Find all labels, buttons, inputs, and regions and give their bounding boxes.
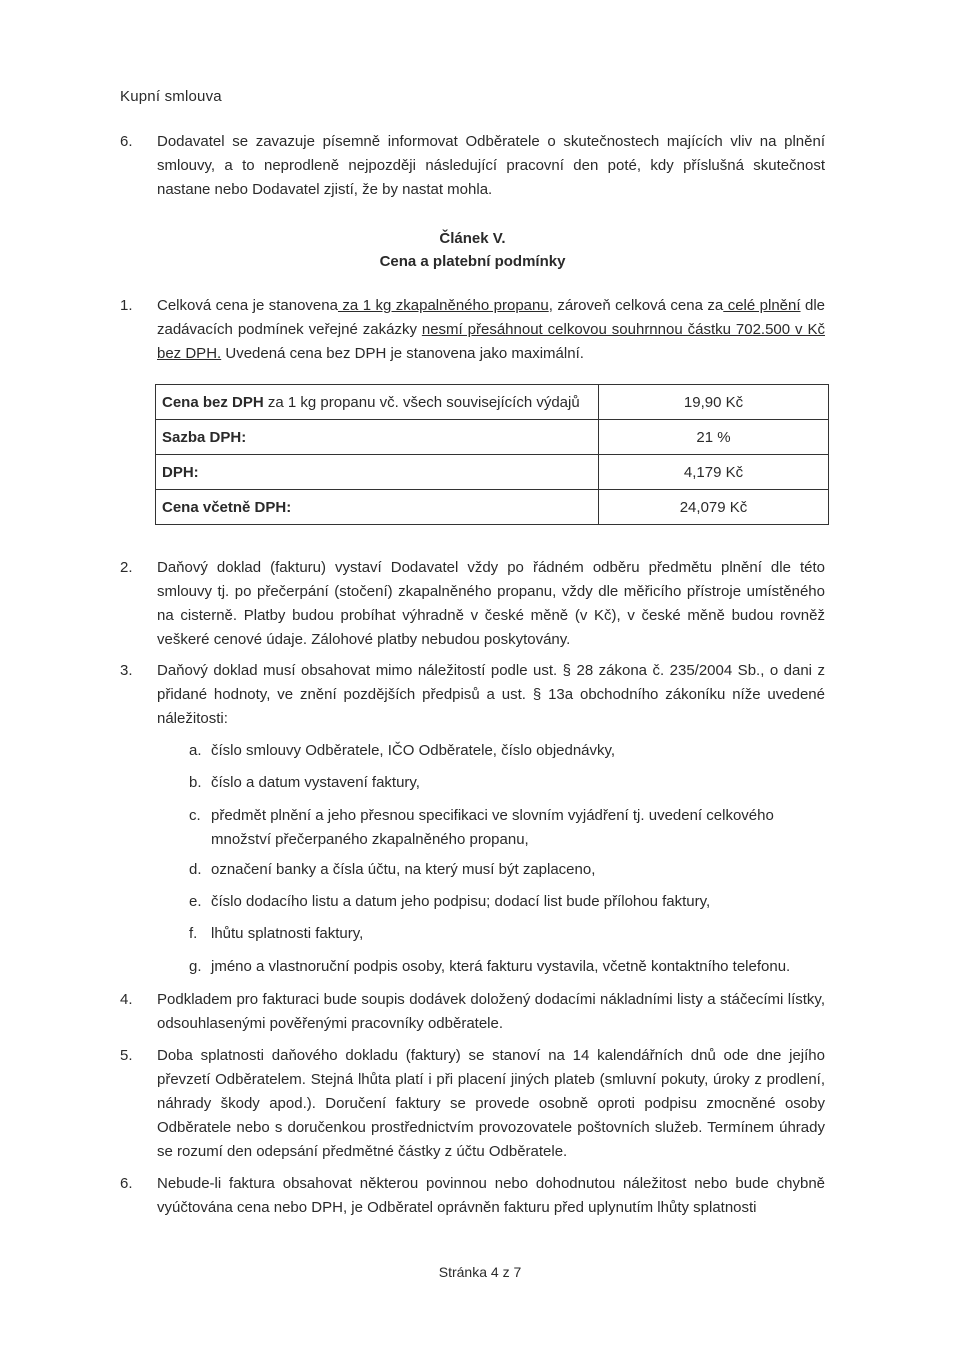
article-subtitle: Cena a platební podmínky (379, 253, 566, 270)
list-item-letter: a. (189, 742, 202, 759)
price-table (155, 384, 829, 525)
list-item-letter: b. (189, 774, 202, 791)
list-item-text: lhůtu splatnosti faktury, (211, 925, 364, 942)
paragraph-text: Podkladem pro fakturaci bude soupis dodávek doložený dodacími nákladními listy a stáčecími lístky, odsouhlasenými pověřenými pracovníky odběratele. (157, 991, 825, 1032)
list-item (189, 922, 829, 946)
list-item-letter: e. (189, 893, 202, 910)
document-header: Kupní smlouva (120, 88, 222, 105)
paragraph-1 (120, 294, 825, 366)
paragraph-number: 5. (120, 1047, 133, 1064)
list-item-letter: f. (189, 925, 198, 942)
paragraph-number: 1. (120, 297, 133, 314)
table-cell-label: DPH: (156, 455, 599, 490)
table-row (156, 420, 829, 455)
list-item-text: číslo a datum vystavení faktury, (211, 774, 420, 791)
text-run: , zároveň celková cena za (548, 297, 724, 314)
list-item (189, 890, 829, 914)
table-cell-value: 4,179 Kč (599, 455, 829, 490)
underlined-run: za 1 kg zkapalněného propanu (337, 297, 549, 314)
table-row (156, 490, 829, 525)
underlined-run: nesmí přesáhnout celkovou souhrnnou částku 702.500 v Kč bez DPH. (157, 321, 825, 362)
paragraph-number: 6. (120, 1175, 133, 1192)
paragraph-number: 4. (120, 991, 133, 1008)
list-item-text: jméno a vlastnoruční podpis osoby, která fakturu vystavila, včetně kontaktního telefonu. (211, 958, 791, 975)
list-item-text: číslo dodacího listu a datum jeho podpisu; dodací list bude přílohou faktury, (211, 893, 711, 910)
paragraph-number: 6. (120, 133, 133, 150)
paragraph-3 (120, 659, 825, 731)
paragraph-4 (120, 988, 825, 1036)
table-cell-value: 21 % (599, 420, 829, 455)
list-item (189, 955, 829, 979)
table-cell-value: 19,90 Kč (599, 385, 829, 420)
paragraph-2 (120, 556, 825, 652)
text-run: Celková cena je stanovena (157, 297, 338, 314)
table-cell-label: Sazba DPH: (156, 420, 599, 455)
paragraph-5 (120, 1044, 825, 1164)
paragraph-6-bottom (120, 1172, 825, 1220)
list-item-text: předmět plnění a jeho přesnou specifikaci ve slovním vyjádření tj. uvedení celkového množství přečerpaného zkapalněného propanu, (211, 807, 774, 848)
paragraph-text: Dodavatel se zavazuje písemně informovat Odběratele o skutečnostech majících vliv na plnění smlouvy, a to neprodleně nejpozději následující pracovní den poté, kdy příslušná skutečnost nastane nebo Dodavatel zjistí, že by nastat mohla. (157, 133, 825, 198)
list-item (189, 771, 829, 795)
paragraph-text: Daňový doklad (fakturu) vystaví Dodavatel vždy po řádném odběru předmětu plnění dle této smlouvy tj. po přečerpání (stočení) zkapalněného propanu, vždy dle měřicího přístroje umístěného na cisterně. Platby budou probíhat výhradně v české měně (v Kč), v české měně budou rovněž veškeré cenové údaje. Zálohové platby nebudou poskytovány. (157, 559, 825, 648)
table-row (156, 455, 829, 490)
list-item-letter: d. (189, 861, 202, 878)
label-bold: Cena bez DPH (162, 393, 264, 411)
paragraph-6-top (120, 130, 825, 202)
label-rest: za 1 kg propanu vč. všech souvisejících výdajů (263, 393, 580, 411)
paragraph-text: Doba splatnosti daňového dokladu (faktury) se stanoví na 14 kalendářních dnů ode dne jejího převzetí Odběratelem. Stejná lhůta platí i při placení jiných plateb (smluvní pokuty, úroky z prodlení, náhrady škody apod.). Doručení faktury se provede osobně oproti podpisu zmocněné osoby Odběratele nebo s doručenkou prostřednictvím provozovatele poštovních služeb. Termínem úhrady se rozumí den odepsání předmětné částky z účtu Odběratele. (157, 1047, 825, 1160)
table-cell-label (156, 385, 599, 420)
list-item-text: označení banky a čísla účtu, na který musí být zaplaceno, (211, 861, 596, 878)
article-title: Článek V. (439, 230, 506, 247)
underlined-run: celé plnění (723, 297, 801, 314)
list-item (189, 739, 829, 763)
paragraph-text (157, 294, 825, 366)
paragraph-text: Daňový doklad musí obsahovat mimo náležitostí podle ust. § 28 zákona č. 235/2004 Sb., o dani z přidané hodnoty, ve znění pozdějších předpisů a ust. § 13a obchodního zákoníku níže uvedené náležitosti: (157, 662, 825, 727)
table-cell-label: Cena včetně DPH: (156, 490, 599, 525)
page-number: Stránka 4 z 7 (438, 1264, 522, 1280)
list-item (189, 858, 829, 882)
table-row (156, 385, 829, 420)
paragraph-number: 2. (120, 559, 133, 576)
text-run: dle zadávacích podmínek veřejné zakázky (157, 297, 825, 338)
list-item (189, 804, 829, 852)
list-item-letter: c. (189, 807, 201, 824)
list-item-text: číslo smlouvy Odběratele, IČO Odběratele, číslo objednávky, (211, 742, 616, 759)
paragraph-number: 3. (120, 662, 133, 679)
text-run: Uvedená cena bez DPH je stanovena jako maximální. (221, 345, 584, 362)
list-item-letter: g. (189, 958, 202, 975)
paragraph-text: Nebude-li faktura obsahovat některou povinnou nebo dohodnutou náležitost nebo bude chybně vyúčtována cena nebo DPH, je Odběratel oprávněn fakturu před uplynutím lhůty splatnosti (157, 1175, 825, 1216)
table-cell-value: 24,079 Kč (599, 490, 829, 525)
